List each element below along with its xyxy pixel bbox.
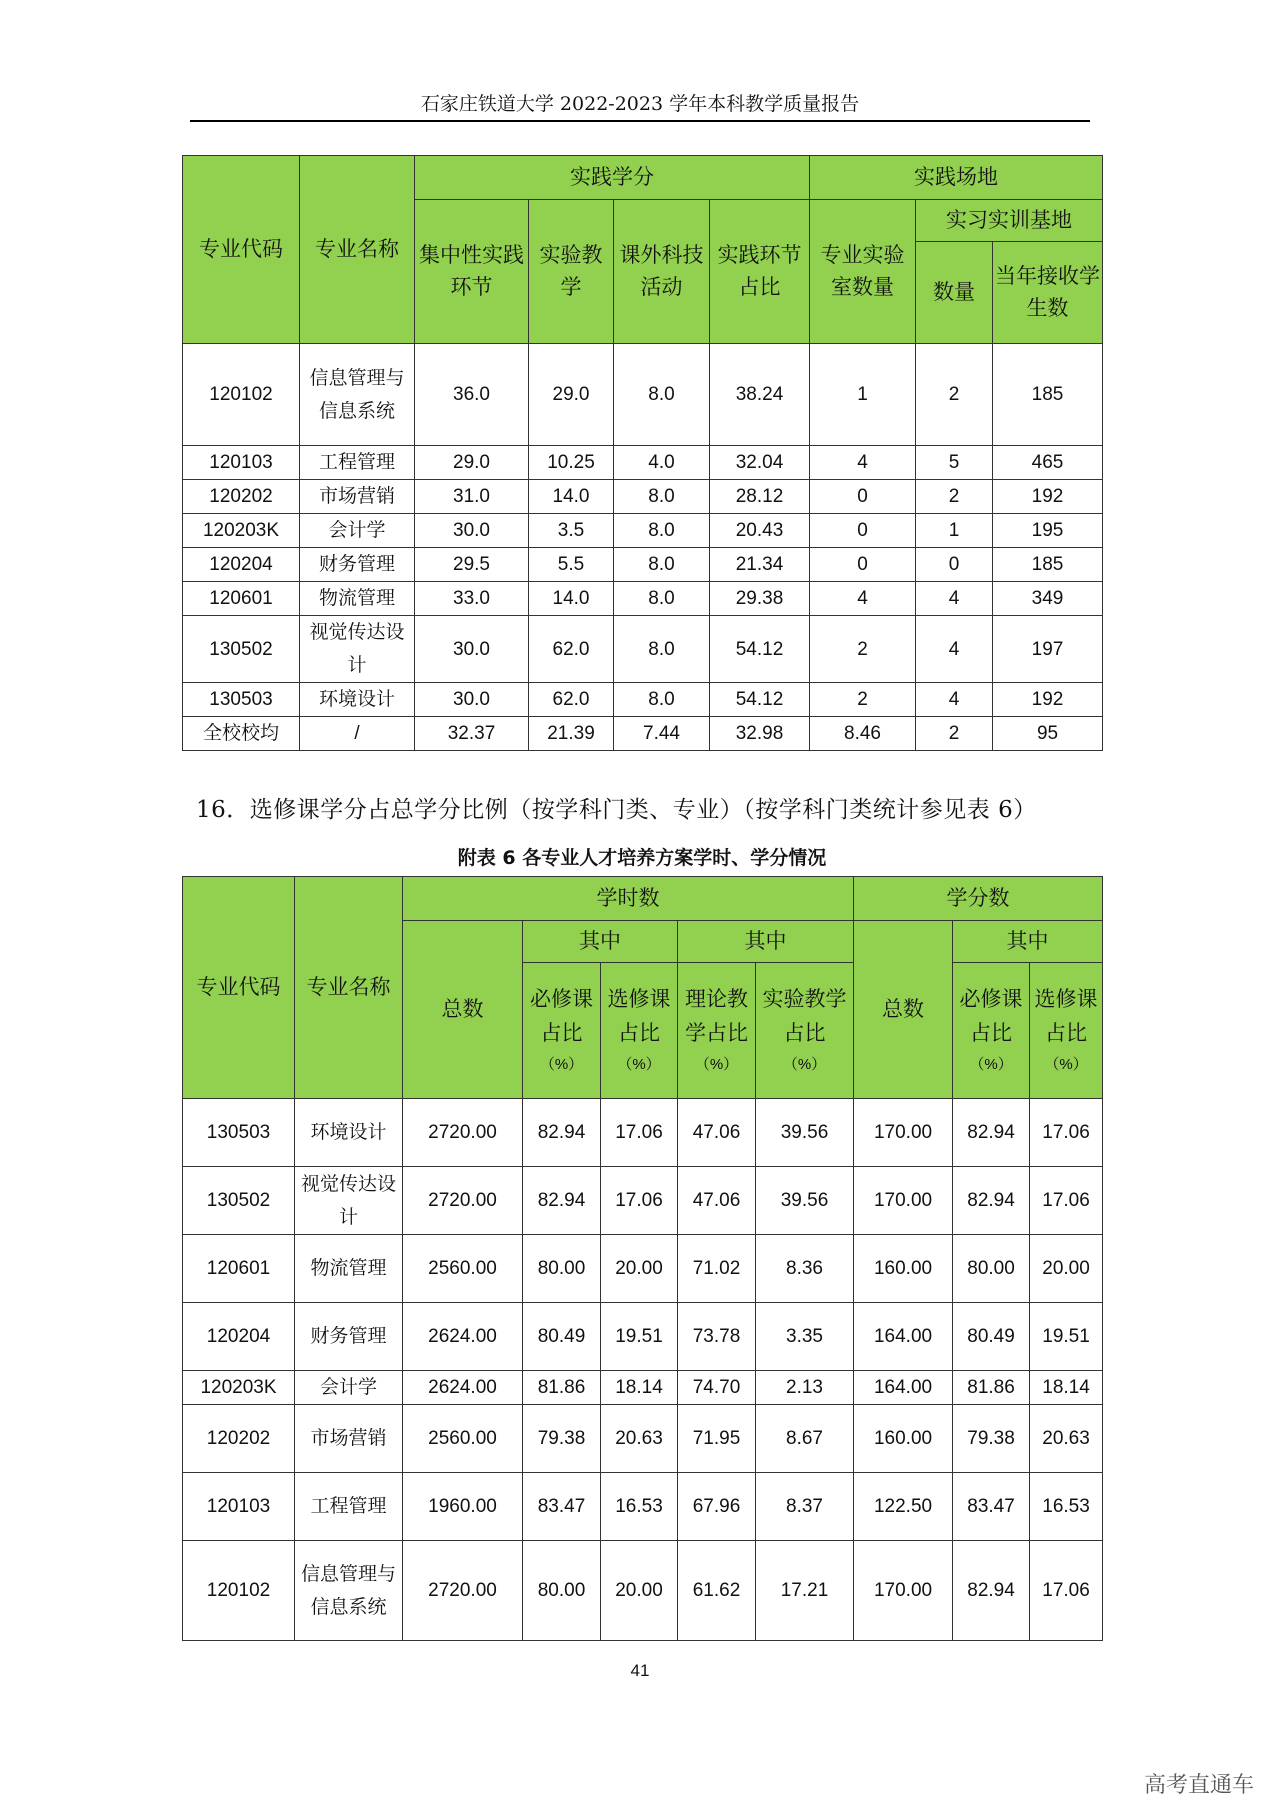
table-cell: 192	[993, 683, 1103, 717]
table-cell: 4	[916, 582, 993, 616]
table-cell: 2560.00	[403, 1405, 523, 1473]
table-cell: 71.95	[678, 1405, 756, 1473]
table-cell: 71.02	[678, 1235, 756, 1303]
table-cell: 79.38	[953, 1405, 1030, 1473]
table-cell: 29.38	[710, 582, 810, 616]
table-cell: 185	[993, 344, 1103, 446]
table-cell: 20.00	[601, 1235, 678, 1303]
table-cell: 465	[993, 446, 1103, 480]
header-among-3: 其中	[953, 921, 1103, 963]
table-cell: 18.14	[601, 1371, 678, 1405]
table-cell: 67.96	[678, 1473, 756, 1541]
table-cell: 1	[810, 344, 916, 446]
table-cell: 120202	[183, 480, 300, 514]
table-cell: 市场营销	[300, 480, 415, 514]
table-cell: 财务管理	[295, 1303, 403, 1371]
table-cell: 2560.00	[403, 1235, 523, 1303]
table-cell: 5.5	[529, 548, 614, 582]
table-cell: 195	[993, 514, 1103, 548]
table-cell: 8.0	[614, 616, 710, 683]
table-row	[183, 616, 1103, 683]
table-cell: 21.34	[710, 548, 810, 582]
table-cell: 62.0	[529, 683, 614, 717]
table-cell: 14.0	[529, 480, 614, 514]
table-cell: 2	[916, 717, 993, 751]
table-cell: 物流管理	[300, 582, 415, 616]
table-cell: 120601	[183, 1235, 295, 1303]
table-cell: 会计学	[300, 514, 415, 548]
table-cell: 61.62	[678, 1541, 756, 1641]
table-cell: 信息管理与信息系统	[300, 344, 415, 446]
table-cell: 4	[916, 683, 993, 717]
table-cell: 2624.00	[403, 1303, 523, 1371]
table-cell: 4	[810, 582, 916, 616]
table-row	[183, 1405, 1103, 1473]
table-cell: 73.78	[678, 1303, 756, 1371]
table-cell: 财务管理	[300, 548, 415, 582]
table-cell: 54.12	[710, 683, 810, 717]
table-cell: 2720.00	[403, 1099, 523, 1167]
table-cell: 0	[916, 548, 993, 582]
header-ratio: 实践环节占比	[710, 200, 810, 344]
table-cell: 82.94	[523, 1099, 601, 1167]
header-among-2: 其中	[678, 921, 854, 963]
table-cell: 32.04	[710, 446, 810, 480]
table-cell: 3.5	[529, 514, 614, 548]
table-cell: 视觉传达设计	[295, 1167, 403, 1235]
table-cell: 物流管理	[295, 1235, 403, 1303]
table-cell: 82.94	[953, 1541, 1030, 1641]
header-hours-total: 总数	[403, 921, 523, 1099]
table-cell: 30.0	[415, 616, 529, 683]
table-cell: 130502	[183, 1167, 295, 1235]
table-cell: 8.0	[614, 344, 710, 446]
table-cell: 20.00	[601, 1541, 678, 1641]
table-cell: 122.50	[854, 1473, 953, 1541]
table-cell: 20.43	[710, 514, 810, 548]
table-cell: 32.98	[710, 717, 810, 751]
table-cell: 0	[810, 514, 916, 548]
table-row	[183, 1099, 1103, 1167]
table-cell: 82.94	[953, 1099, 1030, 1167]
table-cell: 工程管理	[295, 1473, 403, 1541]
header-experiment: 实验教学	[529, 200, 614, 344]
table-cell: 120102	[183, 344, 300, 446]
table-cell: 21.39	[529, 717, 614, 751]
table-cell: 164.00	[854, 1303, 953, 1371]
table-cell: 120203K	[183, 1371, 295, 1405]
table-cell: 81.86	[523, 1371, 601, 1405]
table-cell: 36.0	[415, 344, 529, 446]
table-cell: 185	[993, 548, 1103, 582]
table-cell: 17.06	[601, 1099, 678, 1167]
table-cell: 47.06	[678, 1099, 756, 1167]
table-row	[183, 446, 1103, 480]
table-cell: 130502	[183, 616, 300, 683]
table-cell: 市场营销	[295, 1405, 403, 1473]
table-cell: /	[300, 717, 415, 751]
table-cell: 120204	[183, 548, 300, 582]
table-cell: 31.0	[415, 480, 529, 514]
table-cell: 8.0	[614, 683, 710, 717]
table-cell: 120202	[183, 1405, 295, 1473]
table-cell: 80.49	[523, 1303, 601, 1371]
table-cell: 1960.00	[403, 1473, 523, 1541]
table-row	[183, 1167, 1103, 1235]
table-row	[183, 1303, 1103, 1371]
table-cell: 17.06	[601, 1167, 678, 1235]
table-cell: 2	[916, 480, 993, 514]
table-cell: 8.67	[756, 1405, 854, 1473]
hours-credits-table	[182, 876, 1103, 1641]
table-cell: 8.0	[614, 582, 710, 616]
table-cell: 7.44	[614, 717, 710, 751]
header-credit-required: 必修课占比 （%）	[953, 963, 1030, 1099]
table-cell: 环境设计	[295, 1099, 403, 1167]
table-cell: 54.12	[710, 616, 810, 683]
table-cell: 80.00	[523, 1541, 601, 1641]
table-cell: 17.06	[1030, 1167, 1103, 1235]
table-cell: 120601	[183, 582, 300, 616]
table-cell: 8.46	[810, 717, 916, 751]
header-theory: 理论教学占比 （%）	[678, 963, 756, 1099]
table-cell: 120204	[183, 1303, 295, 1371]
table-cell: 197	[993, 616, 1103, 683]
table-cell: 95	[993, 717, 1103, 751]
table-cell: 62.0	[529, 616, 614, 683]
table-cell: 2.13	[756, 1371, 854, 1405]
table-cell: 120102	[183, 1541, 295, 1641]
table-cell: 28.12	[710, 480, 810, 514]
header-experiment: 实验教学占比 （%）	[756, 963, 854, 1099]
header-name: 专业名称	[295, 877, 403, 1099]
table-caption: 附表 6 各专业人才培养方案学时、学分情况	[457, 847, 827, 869]
table-cell: 82.94	[523, 1167, 601, 1235]
table-cell: 120103	[183, 1473, 295, 1541]
practice-credits-table	[182, 155, 1103, 751]
header-code: 专业代码	[183, 877, 295, 1099]
table-cell: 170.00	[854, 1099, 953, 1167]
header-concentrated: 集中性实践环节	[415, 200, 529, 344]
table-cell: 170.00	[854, 1167, 953, 1235]
table-cell: 20.63	[1030, 1405, 1103, 1473]
header-credits: 学分数	[854, 877, 1103, 921]
table-cell: 3.35	[756, 1303, 854, 1371]
header-practice-sites: 实践场地	[810, 156, 1103, 200]
table-row	[183, 1473, 1103, 1541]
page-header: 石家庄铁道大学 2022-2023 学年本科教学质量报告	[190, 88, 1090, 122]
table-row	[183, 1541, 1103, 1641]
table-cell: 39.56	[756, 1167, 854, 1235]
section-heading: 16．选修课学分占总学分比例（按学科门类、专业）（按学科门类统计参见表 6）	[196, 797, 1037, 823]
header-hours: 学时数	[403, 877, 854, 921]
table-cell: 16.53	[601, 1473, 678, 1541]
table-cell: 29.5	[415, 548, 529, 582]
table-cell: 130503	[183, 683, 300, 717]
table-cell: 164.00	[854, 1371, 953, 1405]
header-elective: 选修课占比 （%）	[601, 963, 678, 1099]
header-code: 专业代码	[183, 156, 300, 344]
table-cell: 20.63	[601, 1405, 678, 1473]
table-cell: 130503	[183, 1099, 295, 1167]
table-cell: 4	[916, 616, 993, 683]
table-cell: 8.36	[756, 1235, 854, 1303]
table-cell: 视觉传达设计	[300, 616, 415, 683]
table-cell: 80.49	[953, 1303, 1030, 1371]
table-cell: 33.0	[415, 582, 529, 616]
table-cell: 16.53	[1030, 1473, 1103, 1541]
table-cell: 30.0	[415, 683, 529, 717]
table-cell: 19.51	[1030, 1303, 1103, 1371]
table-cell: 120203K	[183, 514, 300, 548]
table-cell: 20.00	[1030, 1235, 1103, 1303]
table-cell: 17.06	[1030, 1099, 1103, 1167]
table-cell: 4.0	[614, 446, 710, 480]
table-row	[183, 344, 1103, 446]
header-among-1: 其中	[523, 921, 678, 963]
page-number: 41	[630, 1661, 650, 1680]
table-cell: 8.37	[756, 1473, 854, 1541]
table-cell: 120103	[183, 446, 300, 480]
header-bases: 实习实训基地	[916, 200, 1103, 242]
table-cell: 83.47	[523, 1473, 601, 1541]
table-cell: 10.25	[529, 446, 614, 480]
table-cell: 29.0	[415, 446, 529, 480]
header-labs: 专业实验室数量	[810, 200, 916, 344]
table-row	[183, 514, 1103, 548]
table-cell: 160.00	[854, 1405, 953, 1473]
table-cell: 29.0	[529, 344, 614, 446]
table-cell: 2624.00	[403, 1371, 523, 1405]
table-row	[183, 548, 1103, 582]
header-extracurricular: 课外科技活动	[614, 200, 710, 344]
table-cell: 74.70	[678, 1371, 756, 1405]
table-cell: 32.37	[415, 717, 529, 751]
header-count: 数量	[916, 242, 993, 344]
table-cell: 2720.00	[403, 1167, 523, 1235]
table-row	[183, 1235, 1103, 1303]
table-cell: 信息管理与信息系统	[295, 1541, 403, 1641]
table-row	[183, 1371, 1103, 1405]
table-cell: 80.00	[953, 1235, 1030, 1303]
table-cell: 1	[916, 514, 993, 548]
table-cell: 5	[916, 446, 993, 480]
table-row	[183, 582, 1103, 616]
table-cell: 170.00	[854, 1541, 953, 1641]
table-cell: 2	[810, 616, 916, 683]
table-cell: 30.0	[415, 514, 529, 548]
table-cell: 17.21	[756, 1541, 854, 1641]
table-cell: 环境设计	[300, 683, 415, 717]
table-cell: 160.00	[854, 1235, 953, 1303]
table-row	[183, 480, 1103, 514]
table-cell: 14.0	[529, 582, 614, 616]
table-cell: 2	[916, 344, 993, 446]
header-name: 专业名称	[300, 156, 415, 344]
table-cell: 会计学	[295, 1371, 403, 1405]
watermark: 高考直通车	[1143, 1773, 1254, 1798]
table-cell: 79.38	[523, 1405, 601, 1473]
table-cell: 17.06	[1030, 1541, 1103, 1641]
table-row	[183, 683, 1103, 717]
table-cell: 4	[810, 446, 916, 480]
header-required: 必修课占比 （%）	[523, 963, 601, 1099]
table-cell: 2	[810, 683, 916, 717]
table-cell: 82.94	[953, 1167, 1030, 1235]
header-credits-total: 总数	[854, 921, 953, 1099]
table-cell: 8.0	[614, 514, 710, 548]
header-credit-elective: 选修课占比 （%）	[1030, 963, 1103, 1099]
table-cell: 8.0	[614, 480, 710, 514]
table-row	[183, 717, 1103, 751]
table-cell: 19.51	[601, 1303, 678, 1371]
table-cell: 全校校均	[183, 717, 300, 751]
table-cell: 192	[993, 480, 1103, 514]
table-cell: 0	[810, 480, 916, 514]
table-cell: 39.56	[756, 1099, 854, 1167]
table-cell: 18.14	[1030, 1371, 1103, 1405]
header-students: 当年接收学生数	[993, 242, 1103, 344]
table-cell: 349	[993, 582, 1103, 616]
header-practice-credits: 实践学分	[415, 156, 810, 200]
table-cell: 83.47	[953, 1473, 1030, 1541]
table-cell: 8.0	[614, 548, 710, 582]
table-cell: 工程管理	[300, 446, 415, 480]
table-cell: 81.86	[953, 1371, 1030, 1405]
table-cell: 38.24	[710, 344, 810, 446]
table-cell: 80.00	[523, 1235, 601, 1303]
table-cell: 0	[810, 548, 916, 582]
table-cell: 2720.00	[403, 1541, 523, 1641]
table-cell: 47.06	[678, 1167, 756, 1235]
